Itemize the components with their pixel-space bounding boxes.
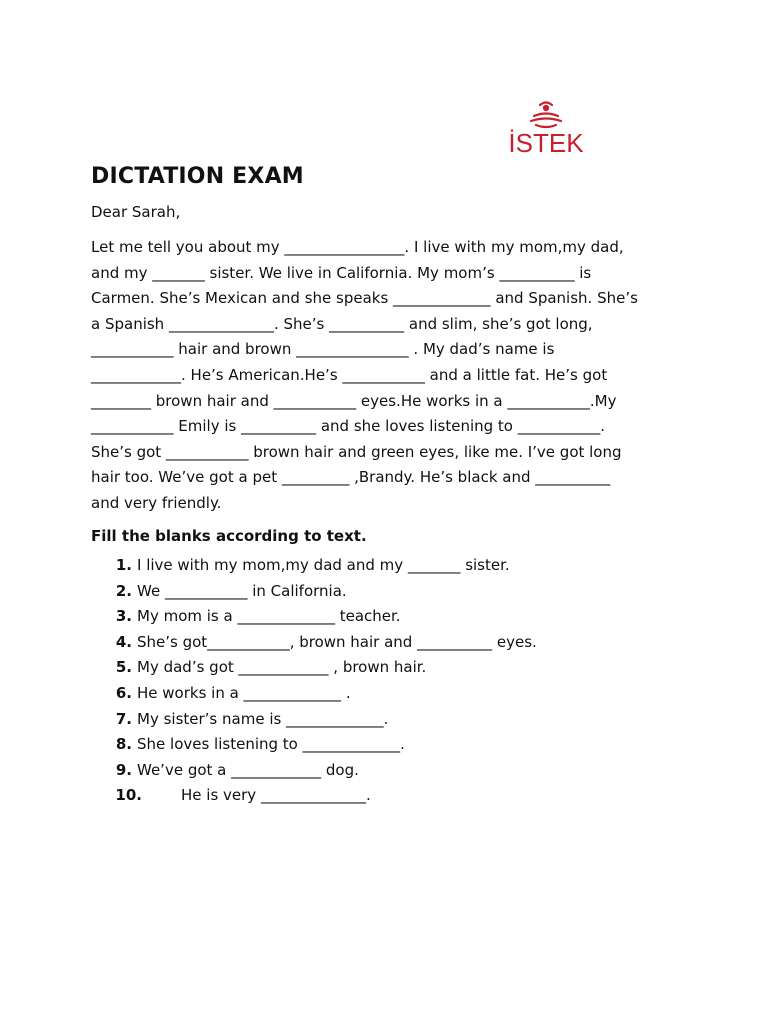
question-item <box>91 681 691 707</box>
letter-line: a Spanish ______________. She’s __________ and slim, she’s got long, <box>91 314 593 333</box>
question-item <box>91 758 691 784</box>
question-number: 7. <box>115 709 132 728</box>
question-number: 2. <box>115 581 132 600</box>
letter-line: and my _______ sister. We live in California. My mom’s __________ is <box>91 263 592 282</box>
letter-line: ____________. He’s American.He’s ___________ and a little fat. He’s got <box>91 365 608 384</box>
letter-line: hair too. We’ve got a pet _________ ,Brandy. He’s black and __________ <box>91 468 611 487</box>
istek-logo-mark <box>500 96 600 180</box>
question-item <box>91 553 691 579</box>
question-item <box>91 707 691 733</box>
letter-greeting: Dear Sarah, <box>91 203 181 221</box>
question-text: He works in a _____________ . <box>137 683 351 702</box>
question-item <box>91 732 691 758</box>
letter-line: ___________ hair and brown _______________ . My dad’s name is <box>91 340 555 359</box>
question-text: She loves listening to _____________. <box>137 735 405 754</box>
question-number: 1. <box>115 556 132 574</box>
question-item <box>91 579 691 605</box>
page-title: DICTATION EXAM <box>91 164 304 189</box>
letter-line: ___________ Emily is __________ and she loves listening to ___________. <box>91 417 606 436</box>
question-number: 4. <box>115 632 132 651</box>
questions-list <box>91 553 691 809</box>
question-number: 10. <box>115 786 142 805</box>
instructions-heading: Fill the blanks according to text. <box>91 527 367 545</box>
istek-logo <box>500 96 600 180</box>
question-item <box>91 630 691 656</box>
letter-line: She’s got ___________ brown hair and green eyes, like me. I’ve got long <box>91 442 622 461</box>
question-text: My dad’s got ____________ , brown hair. <box>137 658 427 677</box>
question-number: 8. <box>115 735 132 754</box>
svg-text:İSTEK: İSTEK <box>508 128 584 158</box>
question-item <box>91 783 691 809</box>
letter-line: Let me tell you about my ________________. I live with my mom,my dad, <box>91 238 624 256</box>
letter-body <box>91 235 681 517</box>
question-text: She’s got___________, brown hair and __________ eyes. <box>137 632 537 651</box>
letter-line: and very friendly. <box>91 493 222 512</box>
question-text: I live with my mom,my dad and my _______ sister. <box>137 556 510 574</box>
question-item <box>91 655 691 681</box>
question-text: My sister’s name is _____________. <box>137 709 389 728</box>
question-number: 3. <box>115 607 132 626</box>
letter-line: ________ brown hair and ___________ eyes.He works in a ___________.My <box>91 391 617 410</box>
question-text: We’ve got a ____________ dog. <box>137 760 359 779</box>
question-text: My mom is a _____________ teacher. <box>137 607 401 626</box>
question-number: 6. <box>115 683 132 702</box>
question-text: We ___________ in California. <box>137 581 347 600</box>
letter-line: Carmen. She’s Mexican and she speaks _____________ and Spanish. She’s <box>91 289 638 308</box>
question-item <box>91 604 691 630</box>
question-number: 9. <box>115 760 132 779</box>
question-number: 5. <box>115 658 132 677</box>
question-text: He is very ______________. <box>181 786 371 805</box>
